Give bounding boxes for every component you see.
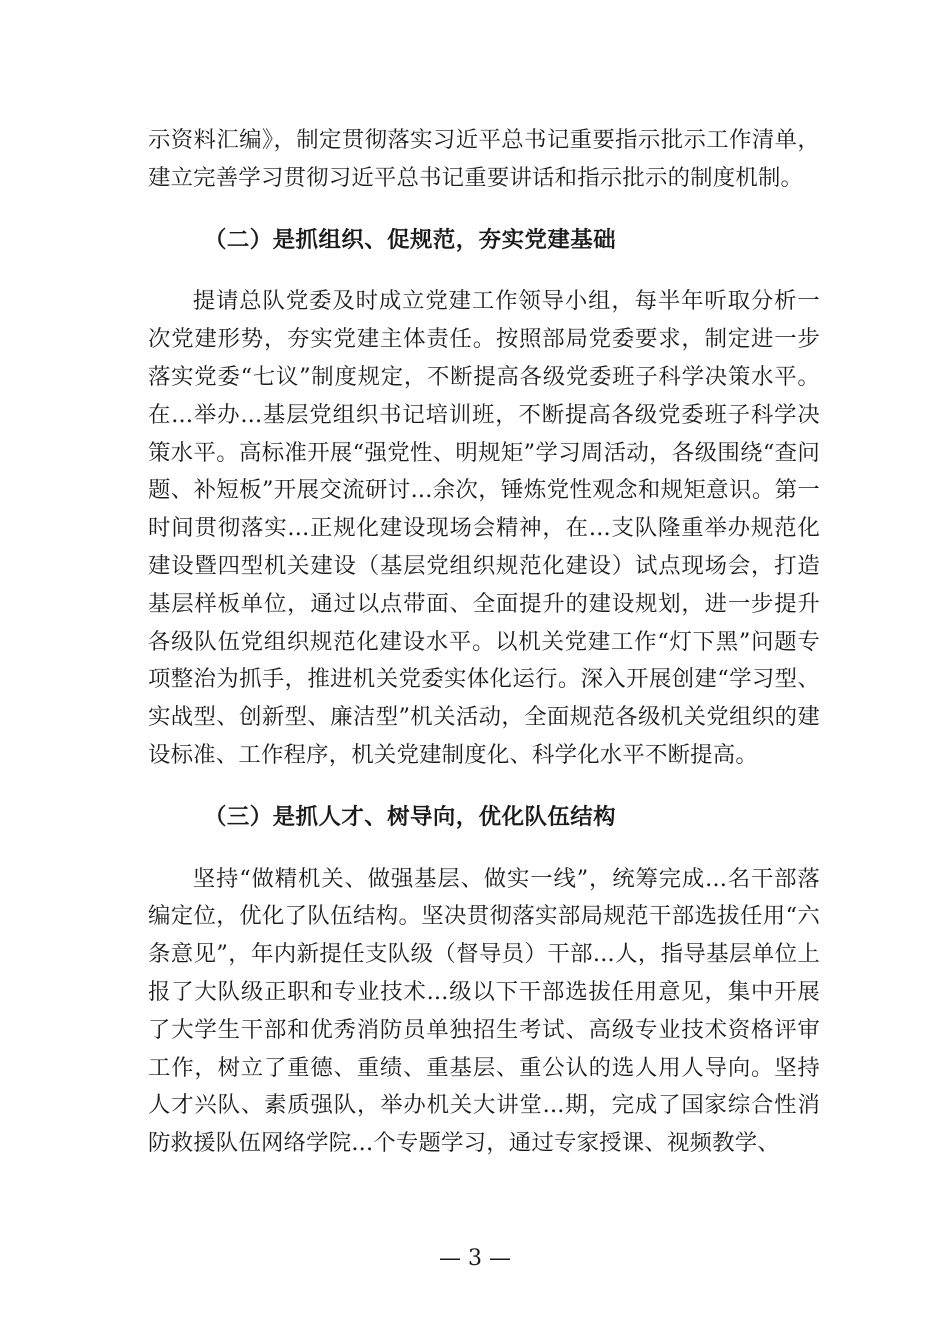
spacer [148,837,820,861]
document-body [148,122,820,1163]
continuation-paragraph: 示资料汇编》，制定贯彻落实习近平总书记重要指示批示工作清单，建立完善学习贯彻习近平总书记重要讲话和指示批示的制度机制。 [148,127,820,191]
section-2-heading: （二）是抓组织、促规范，夯实党建基础 [204,226,617,253]
section-3-paragraph: 坚持“做精机关、做强基层、做实一线”，统筹完成...名干部落编定位，优化了队伍结构。坚决贯彻落实部局规范干部选拔任用“六条意见”，年内新提任支队级（督导员）干部...人，指导基层单位上报了大队级正职和专业技术...级以下干部选拔任用意见，集中开展了大学生干部和优秀消防员单独招生考试、高级专业技术资格评审工作，树立了重德、重绩、重基层、重公认的选人用人导向。坚持人才兴队、素质强队，举办机关大讲堂...期，完成了国家综合性消防救援队伍网络学院...个专题学习，通过专家授课、视频教学、 [148,865,820,1157]
section-3-heading: （三）是抓人才、树导向，优化队伍结构 [204,803,617,830]
page-number: — 3 — [439,1246,511,1271]
section-2-paragraph: 提请总队党委及时成立党建工作领导小组，每半年听取分析一次党建形势，夯实党建主体责任。按照部局党委要求，制定进一步落实党委“七议”制度规定，不断提高各级党委班子科学决策水平。在...举办...基层党组织书记培训班，不断提高各级党委班子科学决策水平。高标准开展“强党性、明规矩”学习周活动，各级围绕“查问题、补短板”开展交流研讨...余次，锤炼党性观念和规矩意识。第一时间贯彻落实...正规化建设现场会精神，在...支队隆重举办规范化建设暨四型机关建设（基层党组织规范化建设）试点现场会，打造基层样板单位，通过以点带面、全面提升的建设规划，进一步提升各级队伍党组织规范化建设水平。以机关党建工作“灯下黑”问题专项整治为抓手，推进机关党委实体化运行。深入开展创建“学习型、实战型、创新型、廉洁型”机关活动，全面规范各级机关党组织的建设标准、工作程序，机关党建制度化、科学化水平不断提高。 [148,288,820,768]
spacer [148,775,820,799]
spacer [148,198,820,222]
spacer [148,259,820,283]
